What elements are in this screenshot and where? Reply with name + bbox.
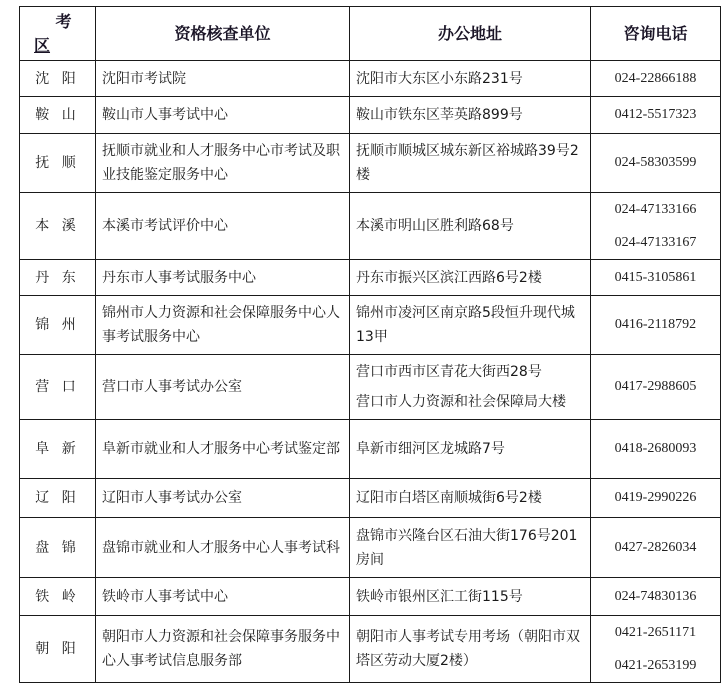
address-cell [350, 193, 591, 260]
address-line: 本溪市明山区胜利路68号 [356, 218, 514, 234]
phone-cell [591, 420, 721, 479]
region-cell: 营 口 [20, 355, 96, 420]
unit-cell: 营口市人事考试办公室 [96, 355, 350, 420]
table-row [20, 355, 721, 420]
header-region [20, 7, 96, 61]
region-cell: 盘 锦 [20, 518, 96, 578]
header-region-line2: 区 [34, 35, 51, 55]
address-cell [350, 578, 591, 616]
address-line: 抚顺市顺城区城东新区裕城路39号2楼 [356, 143, 579, 183]
address-line: 辽阳市白塔区南顺城街6号2楼 [356, 490, 542, 506]
table-row [20, 518, 721, 578]
phone-number: 0421-2653199 [614, 658, 697, 673]
region-cell: 铁 岭 [20, 578, 96, 616]
address-cell [350, 355, 591, 420]
phone-number: 024-22866188 [614, 70, 697, 86]
address-cell [350, 97, 591, 134]
region-cell: 鞍 山 [20, 97, 96, 134]
header-unit: 资格核查单位 [96, 7, 350, 61]
address-line: 营口市人力资源和社会保障局大楼 [356, 394, 566, 410]
unit-cell: 辽阳市人事考试办公室 [96, 479, 350, 518]
table-row [20, 296, 721, 355]
phone-number: 024-74830136 [614, 588, 697, 604]
phone-cell [591, 479, 721, 518]
unit-cell: 鞍山市人事考试中心 [96, 97, 350, 134]
address-line: 阜新市细河区龙城路7号 [356, 441, 505, 457]
table-row [20, 61, 721, 97]
phone-cell [591, 616, 721, 683]
phone-number: 0417-2988605 [614, 379, 697, 394]
address-line: 沈阳市大东区小东路231号 [356, 70, 523, 87]
region-cell: 朝 阳 [20, 616, 96, 683]
phone-number: 0421-2651171 [614, 625, 697, 640]
address-line: 营口市西市区青花大街西28号 [356, 364, 542, 380]
unit-cell: 盘锦市就业和人才服务中心人事考试科 [96, 518, 350, 578]
table-row [20, 260, 721, 296]
unit-cell: 抚顺市就业和人才服务中心市考试及职业技能鉴定服务中心 [96, 134, 350, 193]
phone-cell [591, 134, 721, 193]
header-row [20, 7, 721, 61]
unit-cell: 锦州市人力资源和社会保障服务中心人事考试服务中心 [96, 296, 350, 355]
phone-cell [591, 578, 721, 616]
region-cell: 沈 阳 [20, 61, 96, 97]
phone-number: 024-58303599 [614, 155, 697, 170]
address-cell [350, 296, 591, 355]
address-cell [350, 420, 591, 479]
phone-number: 0418-2680093 [614, 441, 697, 456]
table-row [20, 616, 721, 683]
unit-cell: 丹东市人事考试服务中心 [96, 260, 350, 296]
address-cell [350, 479, 591, 518]
address-line: 盘锦市兴隆台区石油大街176号201房间 [356, 527, 578, 568]
phone-cell [591, 518, 721, 578]
address-line: 鞍山市铁东区莘英路899号 [356, 107, 523, 123]
phone-number: 0419-2990226 [614, 490, 697, 505]
address-cell [350, 260, 591, 296]
table-row [20, 420, 721, 479]
phone-cell [591, 296, 721, 355]
unit-cell: 阜新市就业和人才服务中心考试鉴定部 [96, 420, 350, 479]
region-cell: 抚 顺 [20, 134, 96, 193]
phone-number: 024-47133167 [614, 235, 697, 250]
table-row [20, 578, 721, 616]
address-cell [350, 61, 591, 97]
region-cell: 阜 新 [20, 420, 96, 479]
unit-cell: 本溪市考试评价中心 [96, 193, 350, 260]
table-row [20, 479, 721, 518]
address-cell [350, 518, 591, 578]
phone-number: 0412-5517323 [614, 107, 697, 122]
region-cell: 丹 东 [20, 260, 96, 296]
address-cell [350, 616, 591, 683]
header-region-line1: 考 [55, 11, 72, 31]
unit-cell: 铁岭市人事考试中心 [96, 578, 350, 616]
table-row [20, 193, 721, 260]
address-line: 朝阳市人事考试专用考场（朝阳市双塔区劳动大厦2楼） [356, 629, 580, 669]
region-cell: 辽 阳 [20, 479, 96, 518]
table-row [20, 134, 721, 193]
phone-number: 0427-2826034 [614, 539, 697, 555]
unit-cell: 朝阳市人力资源和社会保障事务服务中心人事考试信息服务部 [96, 616, 350, 683]
phone-cell [591, 193, 721, 260]
address-line: 铁岭市银州区汇工街115号 [356, 588, 523, 605]
phone-number: 024-47133166 [614, 202, 697, 217]
header-phone: 咨询电话 [591, 7, 721, 61]
phone-cell [591, 61, 721, 97]
region-cell: 本 溪 [20, 193, 96, 260]
phone-cell [591, 97, 721, 134]
address-line: 丹东市振兴区滨江西路6号2楼 [356, 269, 542, 286]
phone-number: 0415-3105861 [614, 269, 697, 285]
phone-cell [591, 355, 721, 420]
unit-cell: 沈阳市考试院 [96, 61, 350, 97]
phone-number: 0416-2118792 [614, 317, 697, 332]
table-row [20, 97, 721, 134]
region-cell: 锦 州 [20, 296, 96, 355]
header-address: 办公地址 [350, 7, 591, 61]
address-line: 锦州市凌河区南京路5段恒升现代城13甲 [356, 305, 575, 345]
address-cell [350, 134, 591, 193]
phone-cell [591, 260, 721, 296]
exam-qualification-table [19, 6, 721, 683]
